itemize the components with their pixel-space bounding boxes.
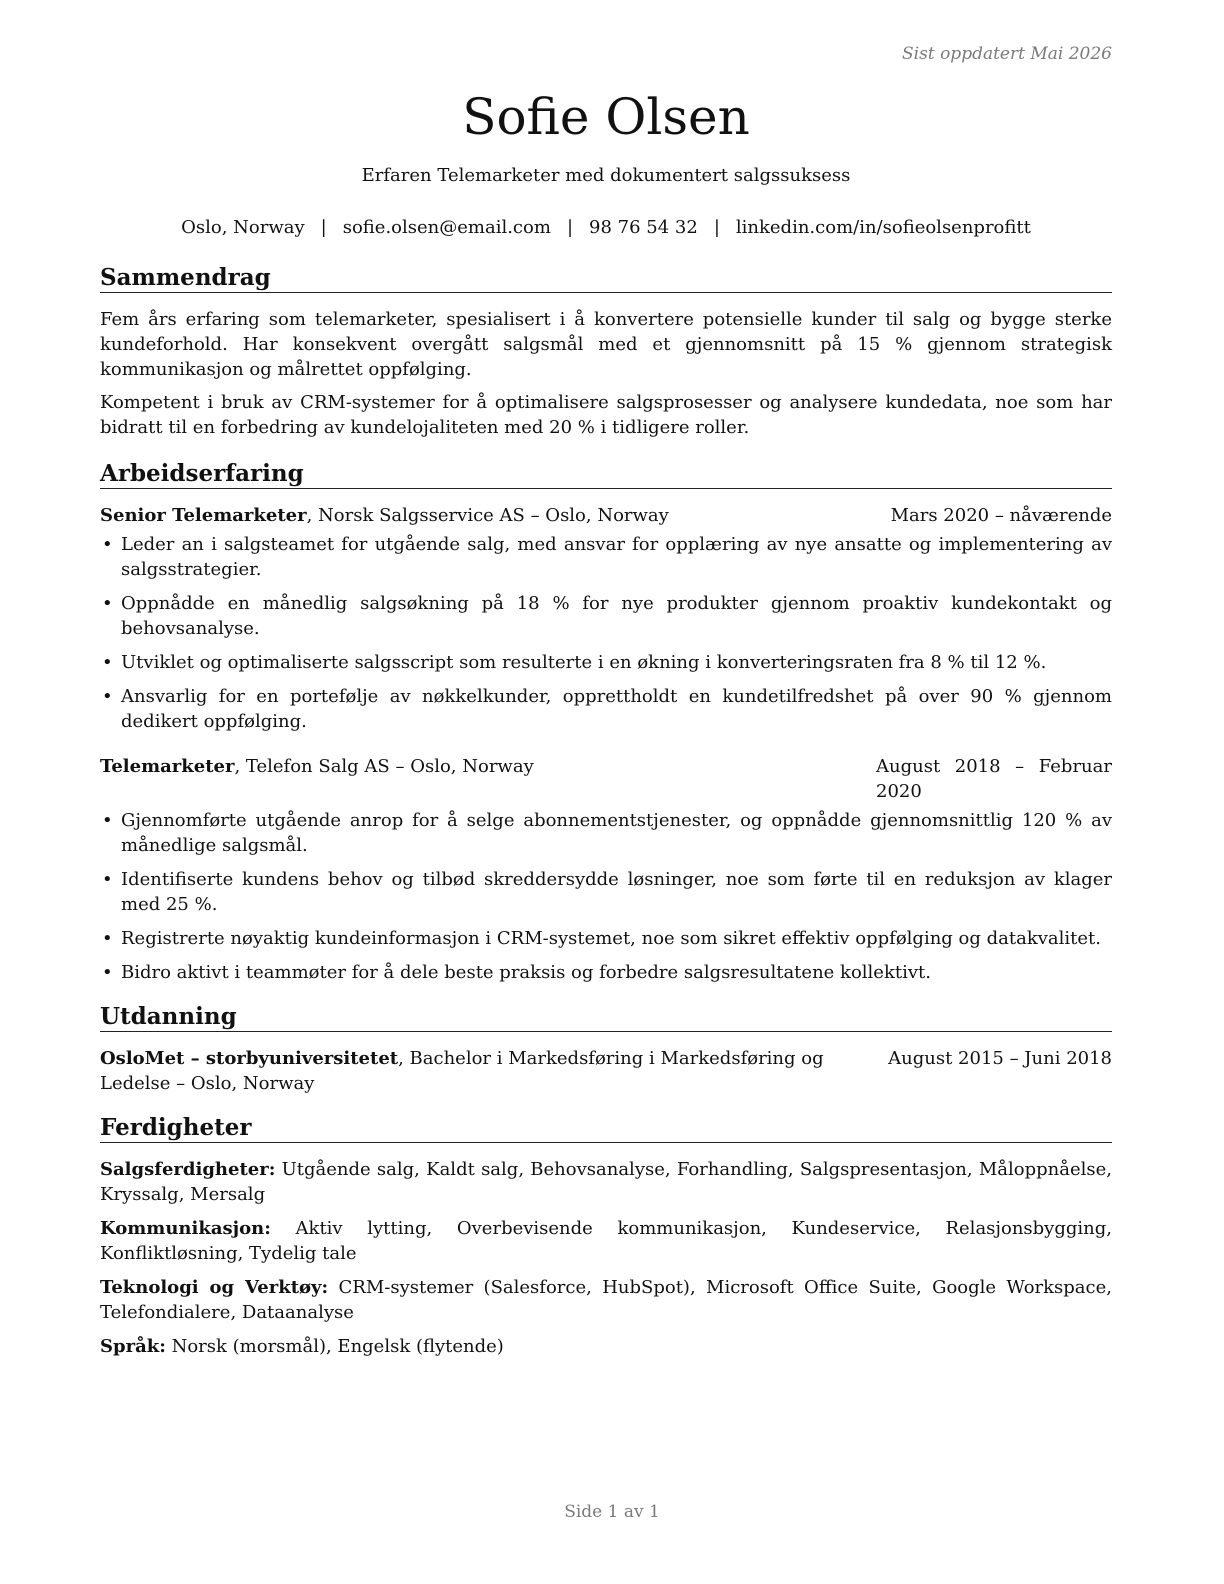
skill-group [100, 1275, 1112, 1325]
education-degree: , Bachelor i Markedsføring i Markedsføring og Ledelse – Oslo, Norway [100, 1048, 824, 1094]
job-bullet: • Ansvarlig for en portefølje av nøkkelkunder, opprettholdt en kundetilfredshet på over 90 % gjennom dedikert oppfølging. [100, 684, 1112, 734]
job-bullet: • Registrerte nøyaktig kundeinformasjon i CRM-systemet, noe som sikret effektiv oppfølging og datakvalitet. [100, 926, 1112, 951]
education-dates: August 2015 – Juni 2018 [888, 1048, 1112, 1069]
job-role: Senior Telemarketer [100, 505, 307, 526]
job-company: , Norsk Salgsservice AS – Oslo, Norway [306, 505, 669, 526]
page-number: Side 1 av 1 [564, 1502, 660, 1522]
section-title-experience: Arbeidserfaring [100, 460, 1112, 489]
job-bullet: • Utviklet og optimaliserte salgsscript som resulterte i en økning i konverteringsraten fra 8 % til 12 %. [100, 650, 1112, 675]
contact-separator: | [566, 217, 574, 238]
job-header [100, 754, 1112, 804]
contact-email[interactable]: sofie.olsen@email.com [342, 217, 551, 238]
contact-line [100, 216, 1112, 240]
job-company: , Telefon Salg AS – Oslo, Norway [234, 756, 534, 777]
job-entry [100, 754, 1112, 985]
skill-label: Kommunikasjon: [100, 1218, 271, 1239]
experience-section [100, 460, 1112, 985]
candidate-name: Sofie Olsen [462, 88, 750, 146]
job-bullets [100, 808, 1112, 985]
contact-phone: 98 76 54 32 [589, 217, 698, 238]
skill-group [100, 1157, 1112, 1207]
skill-values: Utgående salg, Kaldt salg, Behovsanalyse, Forhandling, Salgspresentasjon, Måloppnåelse, Kryssalg, Mersalg [100, 1159, 1112, 1205]
job-bullet: • Bidro aktivt i teammøter for å dele beste praksis og forbedre salgsresultatene kollektivt. [100, 960, 1112, 985]
skill-group [100, 1334, 1112, 1359]
contact-location: Oslo, Norway [181, 217, 305, 238]
job-bullet: • Oppnådde en månedlig salgsøkning på 18 % for nye produkter gjennom proaktiv kundekontakt og behovsanalyse. [100, 591, 1112, 641]
summary-section [100, 264, 1112, 440]
contact-linkedin[interactable]: linkedin.com/in/sofieolsenprofitt [735, 217, 1031, 238]
last-updated: Sist oppdatert Mai 2026 [902, 44, 1112, 64]
tagline: Erfaren Telemarketer med dokumentert salgssuksess [361, 165, 851, 186]
contact-separator: | [713, 217, 720, 238]
summary-paragraph: Kompetent i bruk av CRM-systemer for å optimalisere salgsprosesser og analysere kundedata, noe som har bidratt til en forbedring av kundelojaliteten med 20 % i tidligere roller. [100, 392, 1112, 438]
job-bullet: • Leder an i salgsteamet for utgående salg, med ansvar for opplæring av nye ansatte og implementering av salgsstrategier. [100, 532, 1112, 582]
job-dates: August 2018 – Februar 2020 [876, 756, 1112, 802]
skills-section [100, 1114, 1112, 1359]
summary-paragraph: Fem års erfaring som telemarketer, spesialisert i å konvertere potensielle kunder til salg og bygge sterke kundeforhold. Har konsekvent overgått salgsmål med et gjennomsnitt på 15 % gjennom strategisk kommunikasjon og målrettet oppfølging. [100, 309, 1112, 380]
job-dates: Mars 2020 – nåværende [890, 505, 1112, 526]
section-title-skills: Ferdigheter [100, 1114, 1112, 1143]
education-entry [100, 1046, 1112, 1096]
job-header [100, 503, 1112, 528]
section-title-education: Utdanning [100, 1003, 1112, 1032]
job-bullet: • Identifiserte kundens behov og tilbød skreddersydde løsninger, noe som førte til en reduksjon av klager med 25 %. [100, 867, 1112, 917]
skill-label: Språk: [100, 1336, 166, 1357]
education-section [100, 1003, 1112, 1096]
education-school: OsloMet – storbyuniversitetet [100, 1048, 399, 1069]
skill-values: Aktiv lytting, Overbevisende kommunikasjon, Kundeservice, Relasjonsbygging, Konfliktløsning, Tydelig tale [100, 1218, 1112, 1264]
skill-group [100, 1216, 1112, 1266]
job-role: Telemarketer [100, 756, 235, 777]
contact-separator: | [320, 217, 327, 238]
skill-label: Teknologi og Verktøy: [100, 1277, 329, 1298]
job-bullet: • Gjennomførte utgående anrop for å selge abonnementstjenester, og oppnådde gjennomsnittlig 120 % av månedlige salgsmål. [100, 808, 1112, 858]
skill-label: Salgsferdigheter: [100, 1159, 276, 1180]
section-title-summary: Sammendrag [100, 264, 1112, 293]
skill-values: Norsk (morsmål), Engelsk (flytende) [165, 1336, 504, 1357]
job-entry [100, 503, 1112, 734]
job-bullets [100, 532, 1112, 734]
skill-values: CRM-systemer (Salesforce, HubSpot), Microsoft Office Suite, Google Workspace, Telefondialere, Dataanalyse [100, 1277, 1112, 1323]
